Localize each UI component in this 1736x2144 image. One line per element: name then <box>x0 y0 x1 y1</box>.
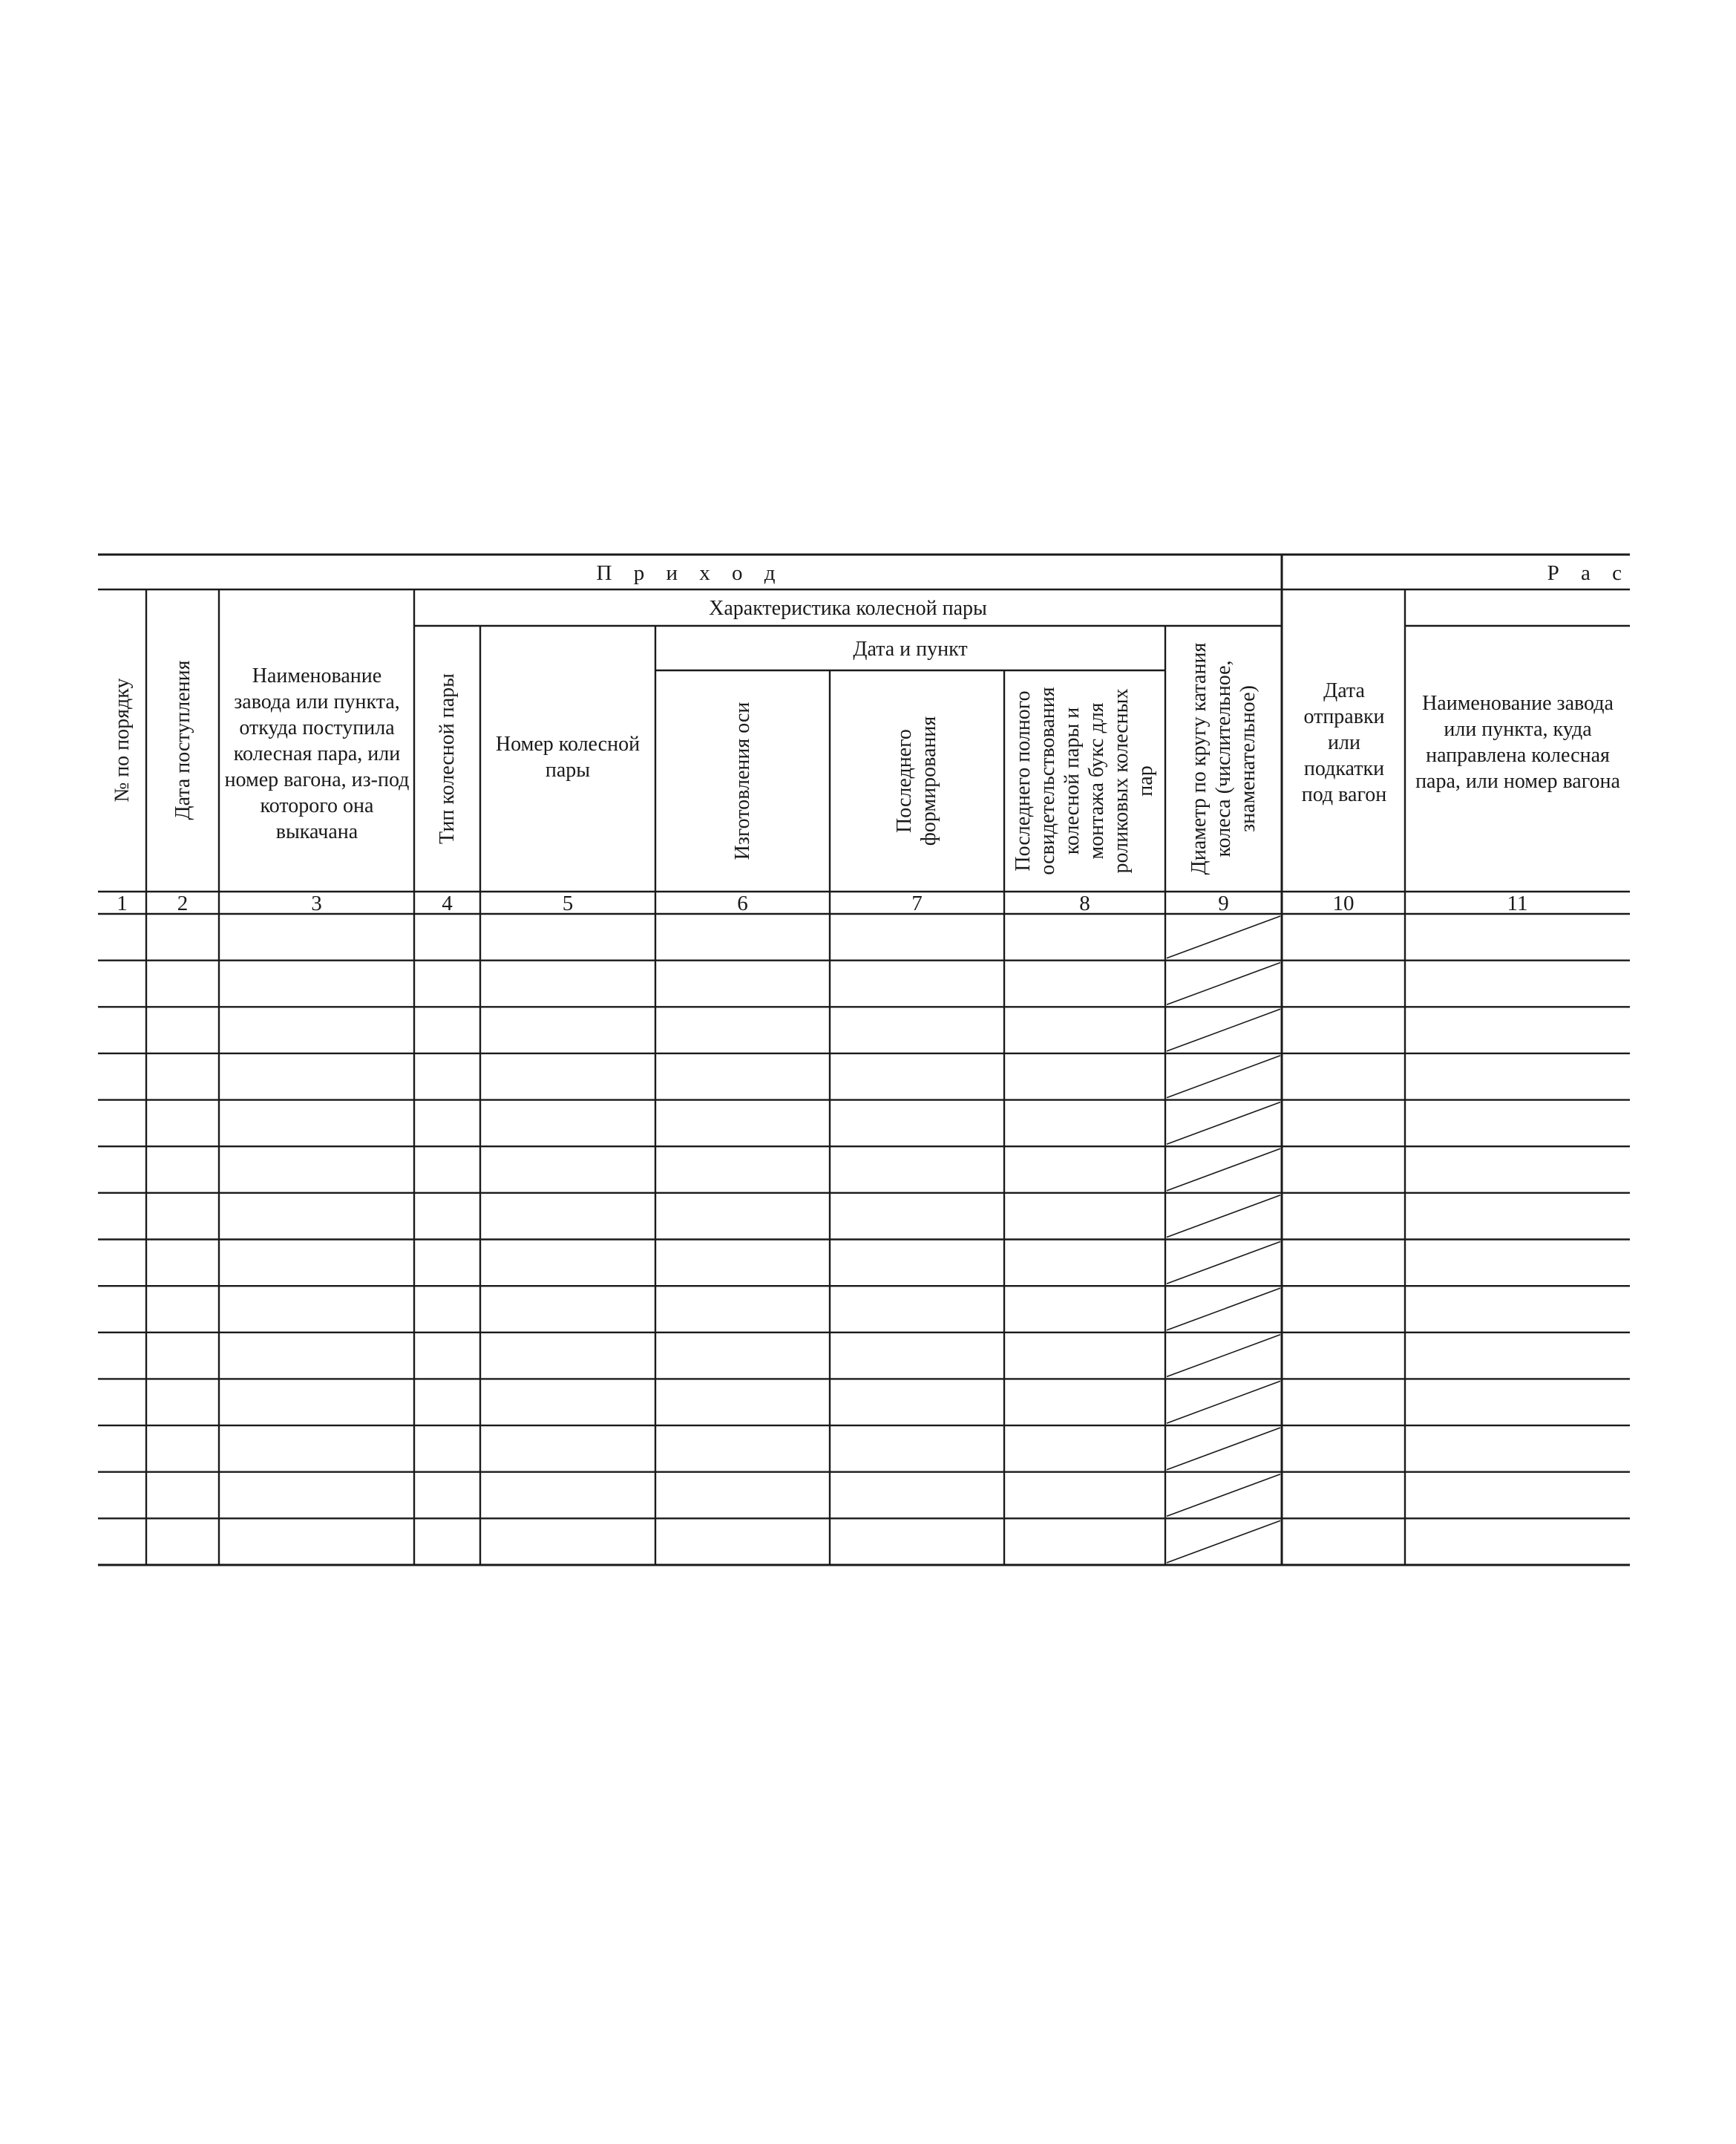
col-10-header: Дата отправки или подкатки под вагон <box>1301 679 1387 806</box>
col-number-7: 7 <box>911 891 923 915</box>
col-number-11: 11 <box>1507 891 1528 915</box>
diagonal-slash <box>1167 1474 1280 1517</box>
col-4-header: Тип колесной пары <box>435 673 459 844</box>
col-number-2: 2 <box>177 891 189 915</box>
diagonal-slash <box>1167 1102 1280 1145</box>
diagonal-slash <box>1167 1335 1280 1377</box>
rashod-header: Р а с <box>1547 560 1630 585</box>
col-8-header: Последнего полного освидетельствования колесной пары и монтажа букс для роликовых колесных пар <box>1012 687 1157 875</box>
diagonal-slash <box>1167 1288 1280 1330</box>
date-and-point-header: Дата и пункт <box>853 637 968 661</box>
diagonal-slash <box>1167 1520 1280 1563</box>
col-9-header: Диаметр по кругу катания колеса (числительное, знаменательное) <box>1187 642 1260 875</box>
col-number-5: 5 <box>562 891 574 915</box>
diagonal-slash <box>1167 916 1280 958</box>
characteristic-header: Характеристика колесной пары <box>709 596 987 620</box>
col-number-8: 8 <box>1079 891 1090 915</box>
diagonal-slash <box>1167 1428 1280 1470</box>
col-number-10: 10 <box>1332 891 1355 915</box>
diagonal-slash <box>1167 963 1280 1005</box>
diagonal-slash <box>1167 1148 1280 1191</box>
col-2-header: Дата поступления <box>171 660 194 820</box>
diagonal-slash <box>1167 1195 1280 1238</box>
col-6-header: Изготовления оси <box>730 702 754 860</box>
table-rows <box>98 961 1630 1565</box>
prihod-header: П р и х о д <box>596 560 784 585</box>
col-7-header: Последнего формирования <box>893 716 940 846</box>
diagonal-slash <box>1167 1242 1280 1284</box>
col-3-header: Наименование завода или пункта, откуда поступила колесная пара, или номер вагона, из-под которого она выкачана <box>224 664 410 843</box>
col-number-1: 1 <box>117 891 128 915</box>
diagonal-slash <box>1167 1009 1280 1051</box>
diagonal-slash <box>1167 1381 1280 1423</box>
col-5-header: Номер колесной пары <box>495 733 641 782</box>
col-1-header: № по порядку <box>110 678 134 803</box>
col-number-3: 3 <box>311 891 322 915</box>
col-number-6: 6 <box>737 891 748 915</box>
col-number-9: 9 <box>1218 891 1229 915</box>
col-number-4: 4 <box>442 891 453 915</box>
diagonal-slash <box>1167 1056 1280 1098</box>
col-11-header: Наименование завода или пункта, куда направлена колесная пара, или номер вагона <box>1415 692 1620 793</box>
